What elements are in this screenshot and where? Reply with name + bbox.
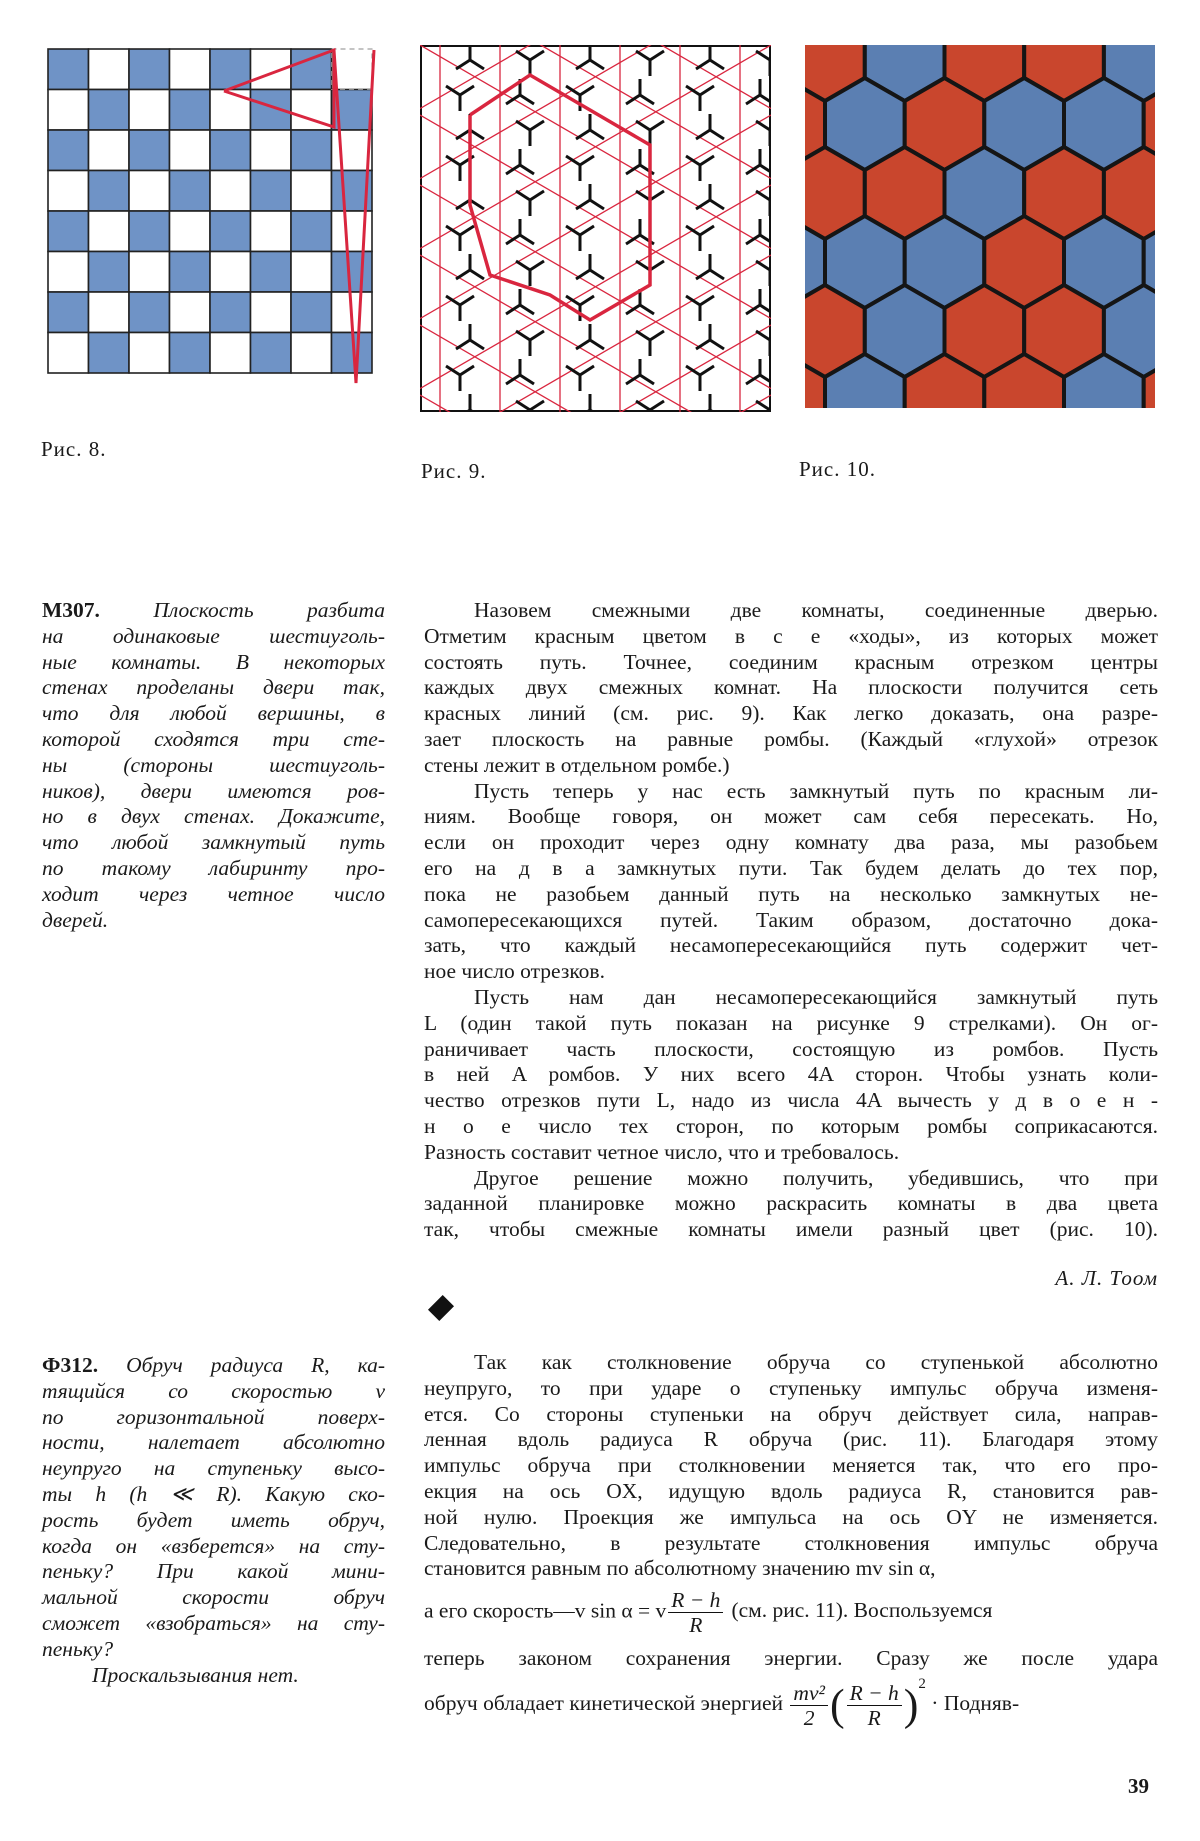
text-line xyxy=(42,779,385,805)
text-line-content: ные комнаты. В некоторых xyxy=(42,649,385,674)
board-cell xyxy=(291,292,332,333)
text-line xyxy=(424,933,1158,959)
solution-f312 xyxy=(424,1350,1158,1582)
text-line-content: н о е число тех сторон, по которым ромбы соприкасаются. xyxy=(424,1113,1158,1138)
board-cell xyxy=(129,90,170,131)
text-line-content: пеньку? При какой мини- xyxy=(42,1559,385,1584)
text-line xyxy=(42,1405,385,1431)
board-cell xyxy=(129,171,170,212)
fraction-numerator: mv² xyxy=(790,1681,828,1706)
text-line xyxy=(424,1350,1158,1376)
text-line xyxy=(424,1427,1158,1453)
text-line-content: ется. Со стороны ступеньки на обруч действует сила, направ- xyxy=(424,1401,1158,1426)
text-line xyxy=(424,985,1158,1011)
board-cell xyxy=(251,333,292,374)
board-cell xyxy=(170,211,211,252)
text-line-content: Другое решение можно получить, убедившись, что при xyxy=(474,1165,1158,1190)
text-line-content: зать, что каждый несамопересекающийся путь содержит чет- xyxy=(424,933,1158,958)
text-line-content: состоять путь. Точнее, соединим красным отрезком центры xyxy=(424,649,1158,674)
text-line xyxy=(42,624,385,650)
board-cell xyxy=(89,90,130,131)
board-cell xyxy=(89,333,130,374)
text-line-content: становится равным по абсолютному значению mv sin α, xyxy=(424,1556,936,1581)
text-line-content: импульс обруча при столкновении меняется так, что его про- xyxy=(424,1453,1158,1478)
text-line-content: заданной планировке можно раскрасить комнаты в два цвета xyxy=(424,1191,1158,1216)
text-line-content: стенах проделаны двери так, xyxy=(42,675,385,700)
author: А. Л. Тоом xyxy=(1055,1266,1158,1290)
text-line-content: красных линий (см. рис. 9). Как легко доказать, она разре- xyxy=(424,701,1158,726)
board-cell xyxy=(170,252,211,293)
text-line xyxy=(424,1011,1158,1037)
text-line xyxy=(424,1166,1158,1192)
board-cell xyxy=(89,49,130,90)
text-line-content: ное число отрезков. xyxy=(424,959,605,984)
text-line xyxy=(42,1353,385,1379)
text-line-content: неупруго на ступеньку высо- xyxy=(42,1456,385,1481)
board-cell xyxy=(48,292,89,333)
text-line-content: чество отрезков пути L, надо из числа 4A вычесть у д в о е н - xyxy=(424,1088,1158,1113)
text-line xyxy=(42,1585,385,1611)
board-cell xyxy=(251,292,292,333)
text-line-content: пеньку? xyxy=(42,1636,114,1661)
text-line xyxy=(424,701,1158,727)
text-line-content: мальной скорости обруч xyxy=(42,1585,385,1610)
problem-label: М307. xyxy=(42,598,100,622)
text-line-content: на одинаковые шестиуголь- xyxy=(42,623,385,648)
text-line-content: по горизонтальной поверх- xyxy=(42,1404,385,1429)
equation-line-velocity xyxy=(424,1588,1158,1637)
problem-m307 xyxy=(42,598,385,933)
text-line xyxy=(424,675,1158,701)
board-cell xyxy=(48,90,89,131)
text-line-content: тящийся со скоростью v xyxy=(42,1378,385,1403)
fraction-denominator: R xyxy=(689,1613,703,1637)
eq2-after: · Подняв- xyxy=(931,1691,1020,1715)
text-line-content: ты h (h ≪ R). Какую ско- xyxy=(42,1481,385,1506)
exponent: 2 xyxy=(918,1676,926,1692)
problem-f312 xyxy=(42,1353,385,1688)
problem-label: Ф312. xyxy=(42,1353,99,1377)
text-line-content: Отметим красным цветом в с е «ходы», из которых может xyxy=(424,623,1158,648)
board-cell xyxy=(129,49,170,90)
board-cell xyxy=(129,252,170,293)
text-line xyxy=(42,804,385,830)
board-cell xyxy=(291,171,332,212)
board-cell xyxy=(291,333,332,374)
text-line-content: раничивает часть плоскости, состоящую из ромбов. Пусть xyxy=(424,1036,1158,1061)
text-line xyxy=(424,830,1158,856)
board-cell xyxy=(89,252,130,293)
board-cell xyxy=(48,211,89,252)
board-cell xyxy=(89,130,130,171)
board-cell xyxy=(291,49,332,90)
board-cell xyxy=(129,333,170,374)
text-line-content: ленная вдоль радиуса R обруча (рис. 11). Благодаря этому xyxy=(424,1427,1158,1452)
text-line xyxy=(424,1037,1158,1063)
text-line xyxy=(42,882,385,908)
text-line-content: Обруч радиуса R, ка- xyxy=(126,1353,386,1377)
eq1-after: (см. рис. 11). Воспользуемся xyxy=(731,1598,993,1623)
text-line-content: Пусть теперь у нас есть замкнутый путь по красным ли- xyxy=(474,778,1158,803)
board-cell xyxy=(170,90,211,131)
text-line xyxy=(424,779,1158,805)
figure-10-caption: Рис. 10. xyxy=(799,457,876,481)
text-line xyxy=(424,1191,1158,1217)
text-line-content: но в двух стенах. Докажите, xyxy=(42,804,385,829)
figure-9-labyrinth-network xyxy=(420,45,771,412)
board-cell xyxy=(129,130,170,171)
text-line xyxy=(42,856,385,882)
text-line xyxy=(424,1453,1158,1479)
figure-8-caption: Рис. 8. xyxy=(41,437,107,461)
text-line xyxy=(42,701,385,727)
board-cell xyxy=(332,130,373,171)
text-line xyxy=(424,1479,1158,1505)
board-cell xyxy=(251,130,292,171)
text-line xyxy=(424,753,1158,779)
text-line-content: что любой замкнутый путь xyxy=(42,830,385,855)
text-line xyxy=(42,650,385,676)
board-cell xyxy=(170,333,211,374)
board-cell xyxy=(129,211,170,252)
text-line-content: ности, налетает абсолютно xyxy=(42,1430,385,1455)
board-cell xyxy=(170,171,211,212)
text-line xyxy=(42,1379,385,1405)
text-line-content: Разность составит четное число, что и требовалось. xyxy=(424,1139,900,1164)
board-cell xyxy=(89,171,130,212)
fraction-numerator: R − h xyxy=(668,1588,723,1613)
text-line-content: каждых двух смежных комнат. На плоскости получится сеть xyxy=(424,675,1158,700)
board-cell xyxy=(48,171,89,212)
board-cell xyxy=(48,252,89,293)
text-line xyxy=(424,1505,1158,1531)
text-line xyxy=(424,908,1158,934)
fraction-numerator: R − h xyxy=(847,1681,902,1706)
text-line xyxy=(424,1114,1158,1140)
text-line-content: екция на ось OX, идущую вдоль радиуса R, становится рав- xyxy=(424,1478,1158,1503)
text-line-content: которой сходятся три сте- xyxy=(42,726,385,751)
figure-8-checkerboard xyxy=(44,45,389,391)
text-line xyxy=(42,1637,385,1663)
text-line xyxy=(42,753,385,779)
text-line xyxy=(42,1611,385,1637)
solution-line: теперь законом сохранения энергии. Сразу же после удара xyxy=(424,1646,1158,1670)
fraction-denominator: 2 xyxy=(803,1705,815,1730)
figure-9-caption: Рис. 9. xyxy=(421,459,487,483)
text-line xyxy=(424,856,1158,882)
board-cell xyxy=(170,49,211,90)
board-cell xyxy=(48,333,89,374)
text-line-content: L (один такой путь показан на рисунке 9 стрелками). Он ог- xyxy=(424,1010,1158,1035)
text-line-content: стены лежит в отдельном ромбе.) xyxy=(424,752,730,777)
text-line-content: ников), двери имеются ров- xyxy=(42,778,385,803)
board-cell xyxy=(251,211,292,252)
fraction-r-minus-h-over-r xyxy=(847,1681,902,1730)
board-cell xyxy=(210,333,251,374)
fraction-denominator: R xyxy=(867,1705,881,1730)
text-line xyxy=(424,959,1158,985)
page-number: 39 xyxy=(1128,1774,1149,1798)
board-cell xyxy=(210,292,251,333)
text-line xyxy=(42,675,385,701)
board-cell xyxy=(251,171,292,212)
board-cell xyxy=(48,130,89,171)
board-cell xyxy=(332,252,373,293)
text-line xyxy=(42,598,385,624)
text-line xyxy=(424,624,1158,650)
text-line-content: рость будет иметь обруч, xyxy=(42,1507,385,1532)
text-line xyxy=(424,650,1158,676)
text-line xyxy=(42,908,385,934)
text-line-content: Назовем смежными две комнаты, соединенные дверью. xyxy=(474,598,1158,622)
board-cell xyxy=(48,49,89,90)
text-line-content: так, чтобы смежные комнаты имели разный цвет (рис. 10). xyxy=(424,1217,1158,1242)
board-cell xyxy=(291,252,332,293)
board-cell xyxy=(210,211,251,252)
text-line-content: что для любой вершины, в xyxy=(42,701,385,726)
board-cell xyxy=(291,211,332,252)
text-line xyxy=(424,1062,1158,1088)
board-cell xyxy=(291,130,332,171)
text-line xyxy=(42,1508,385,1534)
eq1-before: а его скорость—v sin α = v xyxy=(424,1598,667,1623)
text-line xyxy=(42,1430,385,1456)
text-line-content: Проскальзывания нет. xyxy=(92,1662,299,1687)
board-cell xyxy=(170,130,211,171)
text-line-content: дверей. xyxy=(42,907,109,932)
board-cell xyxy=(89,292,130,333)
text-line-content: ниям. Вообще говоря, он может сам себя пересекать. Но, xyxy=(424,804,1158,829)
text-line-content: самопересекающихся путей. Таким образом, достаточно дока- xyxy=(424,907,1158,932)
text-line xyxy=(424,1217,1158,1243)
text-line-content: если он проходит через одну комнату два раза, мы разобьем xyxy=(424,830,1158,855)
text-line xyxy=(42,830,385,856)
text-line-content: его на д в а замкнутых пути. Так будем делать до тех пор, xyxy=(424,855,1158,880)
text-line xyxy=(424,882,1158,908)
text-line xyxy=(42,1456,385,1482)
board-cell xyxy=(210,90,251,131)
board-cell xyxy=(210,130,251,171)
board-cell xyxy=(210,171,251,212)
board-cell xyxy=(170,292,211,333)
text-line-content: ной нулю. Проекция же импульса на ось OY не изменяется. xyxy=(424,1504,1158,1529)
section-divider-diamond xyxy=(428,1295,454,1321)
text-line-content: Так как столкновение обруча со ступенькой абсолютно xyxy=(474,1350,1158,1374)
text-line xyxy=(424,1088,1158,1114)
fraction-mv2-over-2 xyxy=(790,1681,828,1730)
eq2-before: обруч обладает кинетической энергией xyxy=(424,1691,784,1715)
board-cell xyxy=(89,211,130,252)
text-line-content: сможет «взобраться» на сту- xyxy=(42,1610,385,1635)
text-line-content: по такому лабиринту про- xyxy=(42,855,385,880)
text-line xyxy=(424,1376,1158,1402)
text-line xyxy=(424,1402,1158,1428)
board-cell xyxy=(129,292,170,333)
text-line-content: ходит через четное число xyxy=(42,881,385,906)
text-line-content: в ней A ромбов. У них всего 4A сторон. Чтобы узнать коли- xyxy=(424,1062,1158,1087)
equation-line-energy: обруч обладает кинетической энергией $\frac{\text{mv²}}{2}$ ( $\frac{R - h}{R}$ )$^2$ · Подняв- xyxy=(424,1676,1020,1730)
text-line xyxy=(424,1531,1158,1557)
solution-m307 xyxy=(424,598,1158,1243)
text-line xyxy=(424,727,1158,753)
text-line-content: Пусть нам дан несамопересекающийся замкнутый путь xyxy=(474,984,1158,1009)
board-cell xyxy=(210,252,251,293)
figure-10-hexagon-coloring xyxy=(805,45,1155,408)
text-line-content: когда он «взберется» на сту- xyxy=(42,1533,385,1558)
text-line-content: Плоскость разбита xyxy=(153,598,385,622)
text-line xyxy=(424,598,1158,624)
text-line-content: пока не разобьем данный путь на несколько замкнутых не- xyxy=(424,881,1158,906)
text-line-content: ны (стороны шестиуголь- xyxy=(42,752,385,777)
text-line xyxy=(42,1534,385,1560)
text-line-content: неупруго, то при ударе о ступеньку импульс обруча изменя- xyxy=(424,1375,1158,1400)
text-line xyxy=(424,1140,1158,1166)
text-line xyxy=(42,1559,385,1585)
text-line xyxy=(42,1482,385,1508)
fraction-r-minus-h-over-r xyxy=(668,1588,723,1637)
board-cell xyxy=(251,252,292,293)
text-line xyxy=(42,727,385,753)
text-line xyxy=(424,804,1158,830)
text-line-content: зает плоскость на равные ромбы. (Каждый «глухой» отрезок xyxy=(424,726,1158,751)
text-line xyxy=(42,1663,385,1689)
text-line-content: Следовательно, в результате столкновения импульс обруча xyxy=(424,1530,1158,1555)
text-line xyxy=(424,1556,1158,1582)
